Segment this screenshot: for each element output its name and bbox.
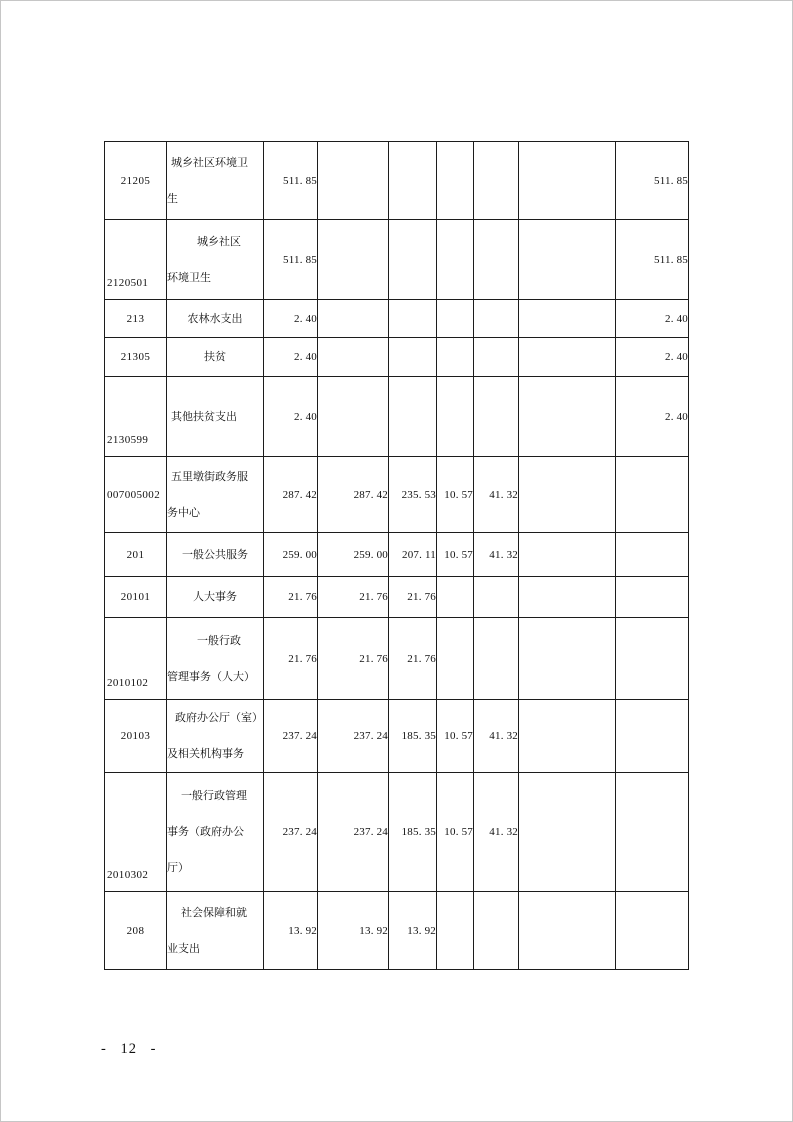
value-cell: 2. 40 [264, 377, 318, 457]
spacer-cell [519, 220, 616, 300]
name-line: 扶贫 [204, 351, 226, 363]
value-cell: 2. 40 [616, 338, 689, 377]
value-cell: 259. 00 [264, 533, 318, 577]
name-line: 及相关机构事务 [167, 748, 244, 760]
spacer-cell [519, 142, 616, 220]
value-cell: 237. 24 [318, 700, 389, 773]
budget-table-body [105, 142, 689, 970]
value-cell: 235. 53 [389, 457, 437, 533]
value-cell [389, 338, 437, 377]
value-cell: 21. 76 [264, 618, 318, 700]
value-cell [474, 892, 519, 970]
budget-table [104, 141, 689, 970]
table-row [105, 457, 689, 533]
value-cell [616, 577, 689, 618]
name-line: 务中心 [167, 506, 200, 519]
value-cell [318, 338, 389, 377]
value-cell: 41. 32 [474, 700, 519, 773]
name-line: 城乡社区环境卫 [171, 156, 248, 169]
value-cell: 2. 40 [616, 377, 689, 457]
value-cell: 21. 76 [389, 618, 437, 700]
value-cell: 2. 40 [616, 300, 689, 338]
value-cell [437, 577, 474, 618]
value-cell: 10. 57 [437, 533, 474, 577]
value-cell: 21. 76 [318, 577, 389, 618]
table-row [105, 377, 689, 457]
name-line: 五里墩街政务服 [171, 470, 248, 483]
spacer-cell [519, 377, 616, 457]
value-cell [389, 220, 437, 300]
name-cell [167, 300, 264, 338]
spacer-cell [519, 892, 616, 970]
value-cell [474, 377, 519, 457]
value-cell: 287. 42 [264, 457, 318, 533]
name-line: 厅） [167, 862, 189, 874]
value-cell [474, 142, 519, 220]
value-cell [318, 377, 389, 457]
value-cell: 13. 92 [318, 892, 389, 970]
name-line: 人大事务 [193, 591, 237, 603]
value-cell: 237. 24 [318, 773, 389, 892]
table-row [105, 700, 689, 773]
spacer-cell [519, 300, 616, 338]
name-cell [167, 377, 264, 457]
name-cell [167, 618, 264, 700]
spacer-cell [519, 457, 616, 533]
value-cell [616, 618, 689, 700]
name-line: 环境卫生 [167, 271, 211, 284]
value-cell: 21. 76 [264, 577, 318, 618]
code-cell: 20103 [105, 700, 167, 773]
value-cell: 2. 40 [264, 300, 318, 338]
name-line: 其他扶贫支出 [171, 410, 237, 423]
value-cell: 13. 92 [264, 892, 318, 970]
name-line: 农林水支出 [187, 312, 243, 325]
value-cell [389, 300, 437, 338]
value-cell: 259. 00 [318, 533, 389, 577]
value-cell: 511. 85 [264, 220, 318, 300]
spacer-cell [519, 618, 616, 700]
table-row [105, 142, 689, 220]
value-cell: 237. 24 [264, 773, 318, 892]
value-cell [616, 457, 689, 533]
value-cell: 511. 85 [616, 220, 689, 300]
value-cell [318, 142, 389, 220]
value-cell [437, 300, 474, 338]
value-cell: 237. 24 [264, 700, 318, 773]
spacer-cell [519, 577, 616, 618]
code-cell: 2010302 [105, 773, 167, 892]
code-cell: 007005002 [105, 457, 167, 533]
code-cell: 201 [105, 533, 167, 577]
name-cell [167, 577, 264, 618]
name-line: 城乡社区 [197, 235, 241, 248]
value-cell [474, 338, 519, 377]
name-cell [167, 338, 264, 377]
table-row [105, 577, 689, 618]
value-cell: 41. 32 [474, 457, 519, 533]
value-cell: 10. 57 [437, 700, 474, 773]
value-cell [437, 618, 474, 700]
value-cell [437, 142, 474, 220]
value-cell: 287. 42 [318, 457, 389, 533]
value-cell: 13. 92 [389, 892, 437, 970]
value-cell [437, 892, 474, 970]
table-row [105, 533, 689, 577]
name-line: 政府办公厅（室） [175, 712, 263, 724]
value-cell [437, 220, 474, 300]
name-line: 一般行政 [197, 634, 241, 647]
value-cell: 185. 35 [389, 773, 437, 892]
name-cell [167, 220, 264, 300]
value-cell [474, 300, 519, 338]
value-cell: 21. 76 [389, 577, 437, 618]
name-line: 管理事务（人大） [167, 670, 255, 683]
name-cell [167, 700, 264, 773]
value-cell: 21. 76 [318, 618, 389, 700]
value-cell [616, 700, 689, 773]
name-line: 事务（政府办公 [167, 826, 244, 838]
spacer-cell [519, 533, 616, 577]
value-cell [389, 142, 437, 220]
name-line: 社会保障和就 [181, 906, 247, 919]
name-cell [167, 892, 264, 970]
value-cell [437, 377, 474, 457]
table-row [105, 892, 689, 970]
value-cell: 2. 40 [264, 338, 318, 377]
value-cell: 185. 35 [389, 700, 437, 773]
code-cell: 2010102 [105, 618, 167, 700]
table-row [105, 338, 689, 377]
code-cell: 21305 [105, 338, 167, 377]
value-cell: 10. 57 [437, 773, 474, 892]
name-line: 业支出 [167, 942, 200, 955]
code-cell: 21205 [105, 142, 167, 220]
value-cell [616, 533, 689, 577]
name-cell [167, 142, 264, 220]
name-cell [167, 773, 264, 892]
table-row [105, 220, 689, 300]
value-cell: 41. 32 [474, 533, 519, 577]
code-cell: 2130599 [105, 377, 167, 457]
table-row [105, 300, 689, 338]
name-line: 一般公共服务 [182, 548, 248, 561]
value-cell [474, 618, 519, 700]
name-line: 生 [167, 192, 178, 205]
value-cell [616, 773, 689, 892]
code-cell: 2120501 [105, 220, 167, 300]
value-cell [389, 377, 437, 457]
value-cell: 511. 85 [616, 142, 689, 220]
code-cell: 213 [105, 300, 167, 338]
value-cell [474, 577, 519, 618]
value-cell [474, 220, 519, 300]
value-cell: 10. 57 [437, 457, 474, 533]
value-cell [318, 220, 389, 300]
spacer-cell [519, 700, 616, 773]
table-row [105, 618, 689, 700]
name-cell [167, 533, 264, 577]
value-cell [616, 892, 689, 970]
value-cell: 41. 32 [474, 773, 519, 892]
value-cell: 207. 11 [389, 533, 437, 577]
value-cell [437, 338, 474, 377]
name-line: 一般行政管理 [181, 790, 247, 802]
name-cell [167, 457, 264, 533]
value-cell [318, 300, 389, 338]
code-cell: 208 [105, 892, 167, 970]
spacer-cell [519, 338, 616, 377]
value-cell: 511. 85 [264, 142, 318, 220]
code-cell: 20101 [105, 577, 167, 618]
page-number-footer: - 12 - [101, 1041, 157, 1057]
table-row [105, 773, 689, 892]
spacer-cell [519, 773, 616, 892]
